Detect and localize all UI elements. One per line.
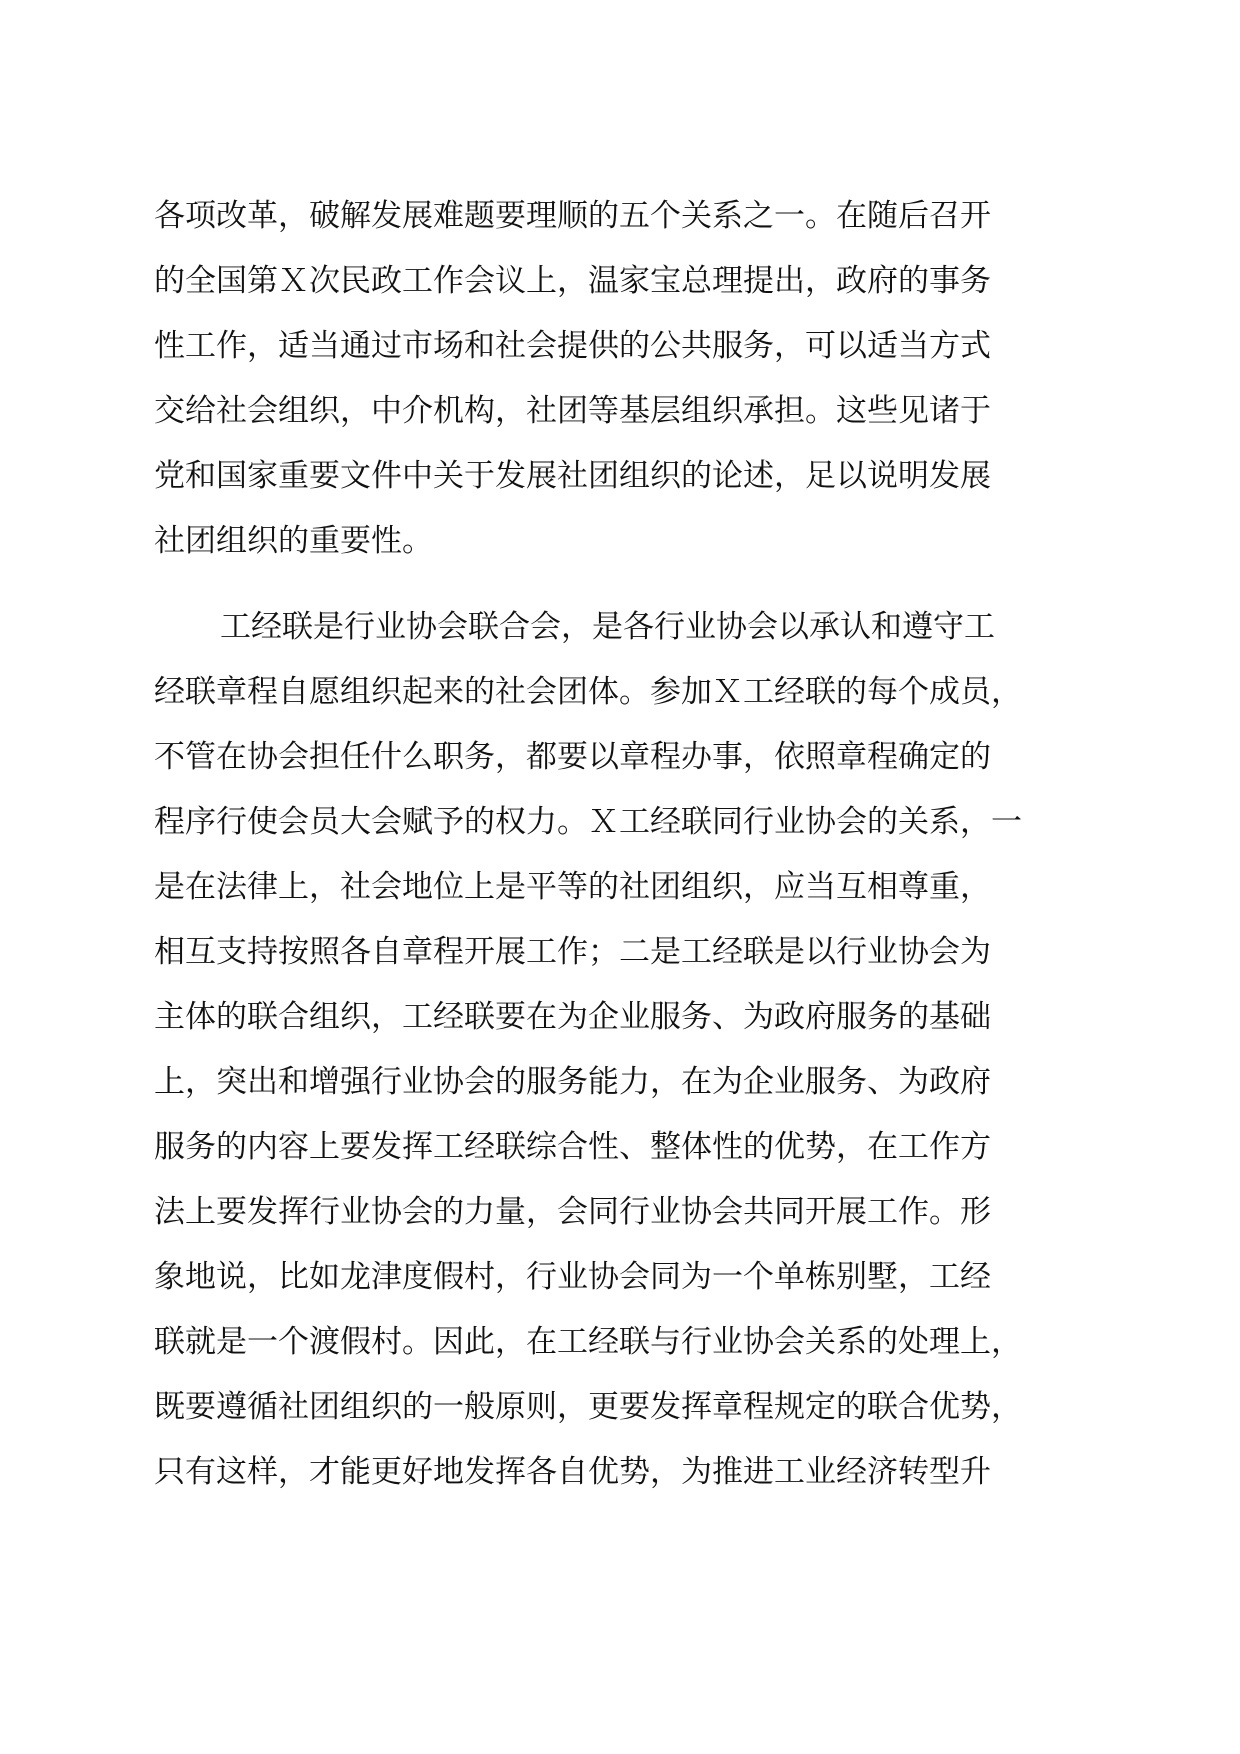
paragraph-line: 是在法律上，社会地位上是平等的社团组织，应当互相尊重， [154,869,991,905]
paragraph-line: 联就是一个渡假村。因此，在工经联与行业协会关系的处理上， [154,1324,1022,1360]
paragraph-line: 的全国第Ｘ次民政工作会议上，温家宝总理提出，政府的事务 [154,263,991,299]
paragraph-2 [154,595,1084,1505]
paragraph-line: 服务的内容上要发挥工经联综合性、整体性的优势，在工作方 [154,1129,991,1165]
paragraph-line: 交给社会组织，中介机构，社团等基层组织承担。这些见诸于 [154,393,991,429]
paragraph-1 [154,184,1084,574]
paragraph-line: 社团组织的重要性。 [154,523,433,559]
paragraph-line: 上，突出和增强行业协会的服务能力，在为企业服务、为政府 [154,1064,991,1100]
paragraph-line: 性工作，适当通过市场和社会提供的公共服务，可以适当方式 [154,328,991,364]
paragraph-line: 既要遵循社团组织的一般原则，更要发挥章程规定的联合优势， [154,1389,1022,1425]
paragraph-line: 象地说，比如龙津度假村，行业协会同为一个单栋别墅，工经 [154,1259,991,1295]
paragraph-line: 相互支持按照各自章程开展工作；二是工经联是以行业协会为 [154,934,991,970]
paragraph-line: 经联章程自愿组织起来的社会团体。参加Ｘ工经联的每个成员， [154,674,1022,710]
paragraph-line: 法上要发挥行业协会的力量，会同行业协会共同开展工作。形 [154,1194,991,1230]
paragraph-line: 主体的联合组织，工经联要在为企业服务、为政府服务的基础 [154,999,991,1035]
paragraph-line: 党和国家重要文件中关于发展社团组织的论述，足以说明发展 [154,458,991,494]
paragraph-line: 不管在协会担任什么职务，都要以章程办事，依照章程确定的 [154,739,991,775]
paragraph-line: 各项改革，破解发展难题要理顺的五个关系之一。在随后召开 [154,198,991,234]
paragraph-line: 工经联是行业协会联合会，是各行业协会以承认和遵守工 [220,609,995,645]
paragraph-line: 程序行使会员大会赋予的权力。Ｘ工经联同行业协会的关系，一 [154,804,1022,840]
paragraph-line: 只有这样，才能更好地发挥各自优势，为推进工业经济转型升 [154,1454,991,1490]
